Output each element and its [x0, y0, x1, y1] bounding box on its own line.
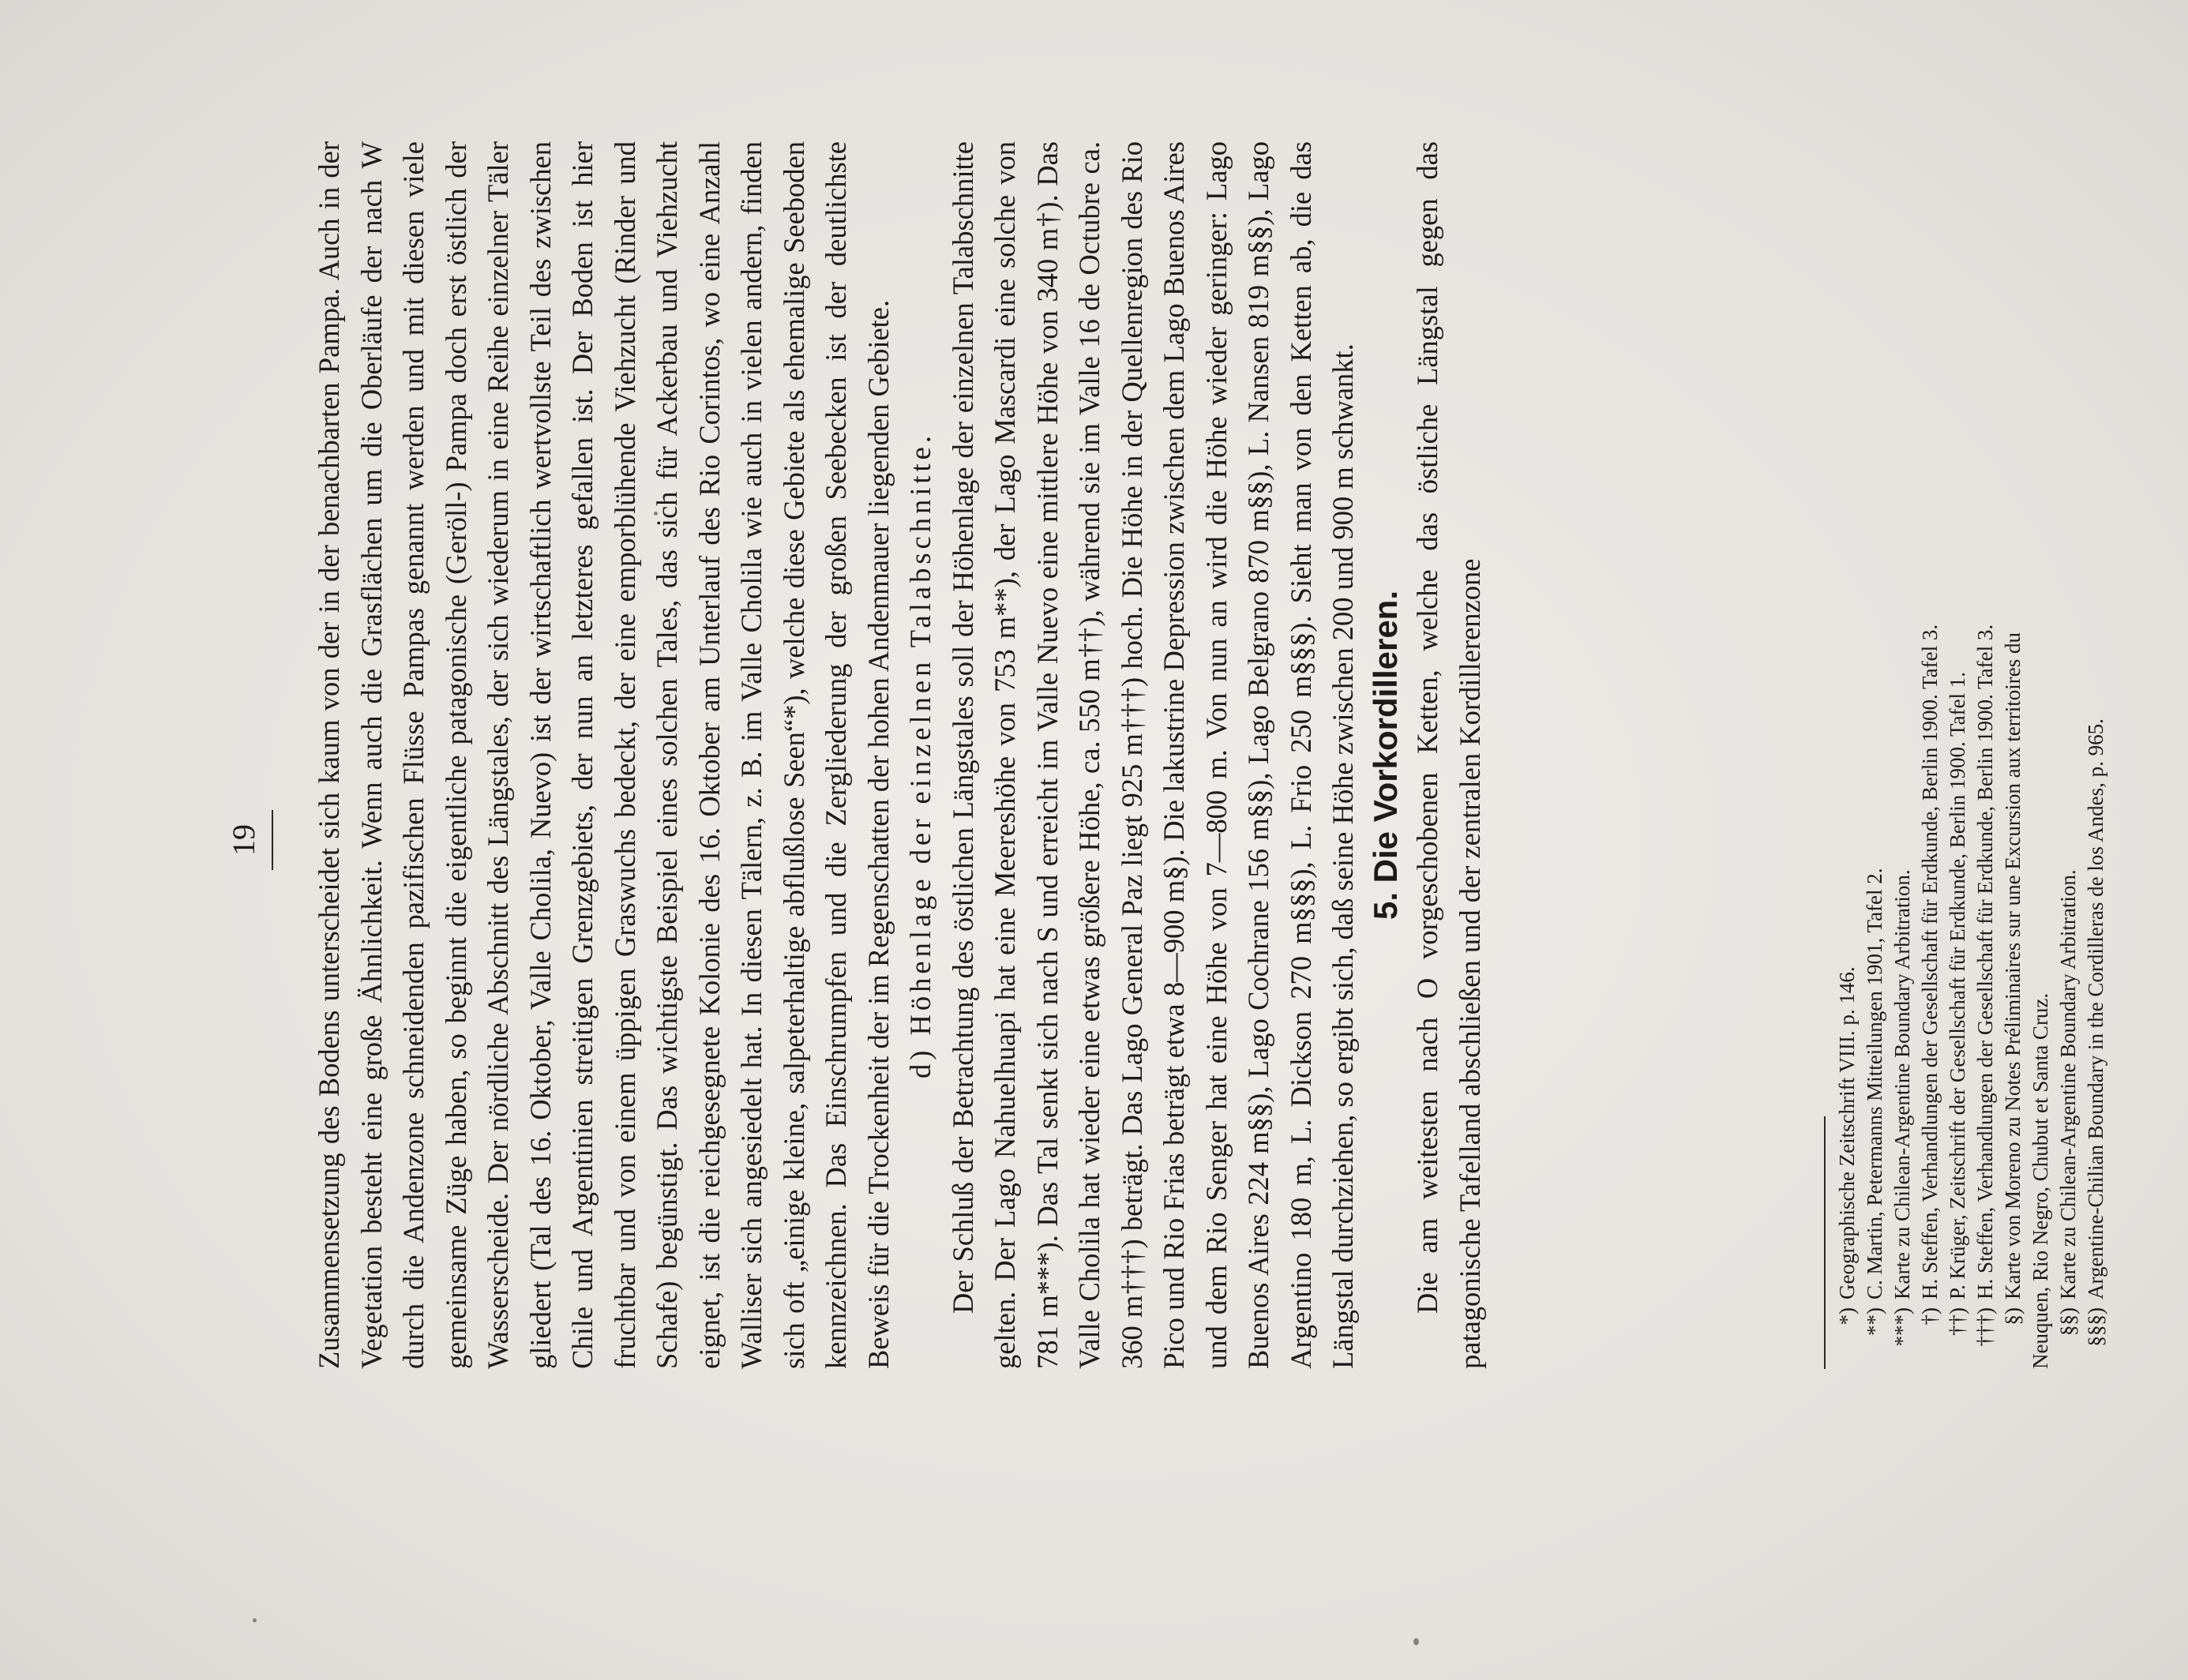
- paragraph-hoehenlage: Der Schluß der Betrachtung des östlichen Längstales soll der Höhenlage der einzelnen Talabschnitte gelten. Der Lago Nahuelhuapi hat eine Meereshöhe von 753 m**), der Lago Mascardi eine solche von 781 m***). Das Tal senkt sich nach S und erreicht im Valle Nuevo eine mittlere Höhe von 340 m†). Das Valle Cholila hat wieder eine etwas größere Höhe, ca. 550 m††), während sie im Valle 16 de Octubre ca. 360 m†††) beträgt. Das Lago General Paz liegt 925 m†††) hoch. Die Höhe in der Quellenregion des Rio Pico und Rio Frias beträgt etwa 8—900 m§). Die lakustrine Depression zwischen dem Lago Buenos Aires und dem Rio Senger hat eine Höhe von 7—800 m. Von nun an wird die Höhe wieder geringer: Lago Buenos Aires 224 m§§), Lago Cochrane 156 m§§), Lago Belgrano 870 m§§), L. Nansen 819 m§§), Lago Argentino 180 m, L. Dickson 270 m§§§), L. Frio 250 m§§§). Sieht man von den Ketten ab, die das Längstal durchziehen, so ergibt sich, daß seine Höhe zwischen 200 und 900 m schwankt.: [946, 141, 1359, 1369]
- body-text: [308, 141, 1491, 1369]
- footnote: **)C. Martin, Petermanns Mitteilungen 1901, Tafel 2.: [1863, 868, 1886, 1336]
- paragraph-pampa: Zusammensetzung des Bodens unterscheidet sich kaum von der in der benachbarten Pampa. Auch in der Vegetation besteht eine große Ähnlichkeit. Wenn auch die Grasflächen um die Oberläufe der nach W durch die Andenzone schneidenden pazifischen Flüsse Pampas genannt werden und mit diesen viele gemeinsame Züge haben, so beginnt die eigentliche patagonische (Geröll-) Pampa doch erst östlich der Wasserscheide. Der nördliche Abschnitt des Längstales, der sich wiederum in eine Reihe einzelner Täler gliedert (Tal des 16. Oktober, Valle Cholila, Nuevo) ist der wirtschaftlich wertvollste Teil des zwischen Chile und Argentinien streitigen Grenzgebiets, der nun an letzteres gefallen ist. Der Boden ist hier fruchtbar und von einem üppigen Graswuchs bedeckt, der eine emporblühende Viehzucht (Rinder und Schafe) begünstigt. Das wichtigste Beispiel eines solchen Tales, das sich für Ackerbau und Viehzucht eignet, ist die reichgesegnete Kolonie des 16. Oktober am Unterlauf des Rio Corintos, wo eine Anzahl Walliser sich angesiedelt hat. In diesen Tälern, z. B. im Valle Cholila wie auch in vielen andern, finden sich oft „einige kleine, salpeterhaltige abflußlose Seen“*), welche diese Gebiete als ehemalige Seeboden kennzeichnen. Das Einschrumpfen und die Zergliederung der großen Seebecken ist der deutlichste Beweis für die Trockenheit der im Regenschatten der hohen Andenmauer liegenden Gebiete.: [313, 141, 895, 1369]
- footnote-continuation: Neuquen, Rio Negro, Chubut et Santa Cruz.: [2028, 992, 2052, 1369]
- page-header: [225, 137, 273, 1543]
- scan-speck: [1413, 1638, 1419, 1645]
- footnote: §)Karte von Moreno zu Notes Préliminaires sur une Excursion aux territoires du: [2001, 632, 2025, 1326]
- section-heading-vorkordilleren: 5. Die Vorkordilleren.: [1366, 590, 1404, 921]
- scan-speck: [253, 1618, 257, 1622]
- footnote: §§)Karte zu Chilean-Argentine Boundary Arbitration.: [2056, 869, 2080, 1336]
- footnotes: [1824, 141, 2110, 1369]
- footnote: ††)P. Krüger, Zeitschrift der Gesellschaft für Erdkunde, Berlin 1900. Tafel 1.: [1946, 671, 1969, 1336]
- footnote-rule: [1824, 1116, 1826, 1369]
- footnote: †)H. Steffen, Verhandlungen der Gesellschaft für Erdkunde, Berlin 1900. Tafel 3.: [1918, 624, 1942, 1326]
- page-number: 19: [225, 810, 273, 870]
- footnote: *)Geographische Zeitschrift VIII. p. 146.: [1835, 966, 1859, 1326]
- footnote: ***)Karte zu Chilean-Argentine Boundary Arbitration.: [1890, 869, 1914, 1347]
- footnote: †††)H. Steffen, Verhandlungen der Gesellschaft für Erdkunde, Berlin 1900. Tafel 3.: [1973, 624, 1997, 1347]
- rotated-page: [146, 137, 2107, 1543]
- subheading-hoehenlage: d) Höhenlage der einzelnen Talabschnitte.: [904, 432, 936, 1078]
- paragraph-vorkordilleren: Die am weitesten nach O vorgeschobenen Ketten, welche das östliche Längstal gegen das patagonische Tafelland abschließen und der zentralen Kordillerenzone: [1411, 141, 1486, 1369]
- footnote: §§§)Argentine-Chilian Boundary in the Cordilleras de los Andes, p. 965.: [2084, 718, 2107, 1347]
